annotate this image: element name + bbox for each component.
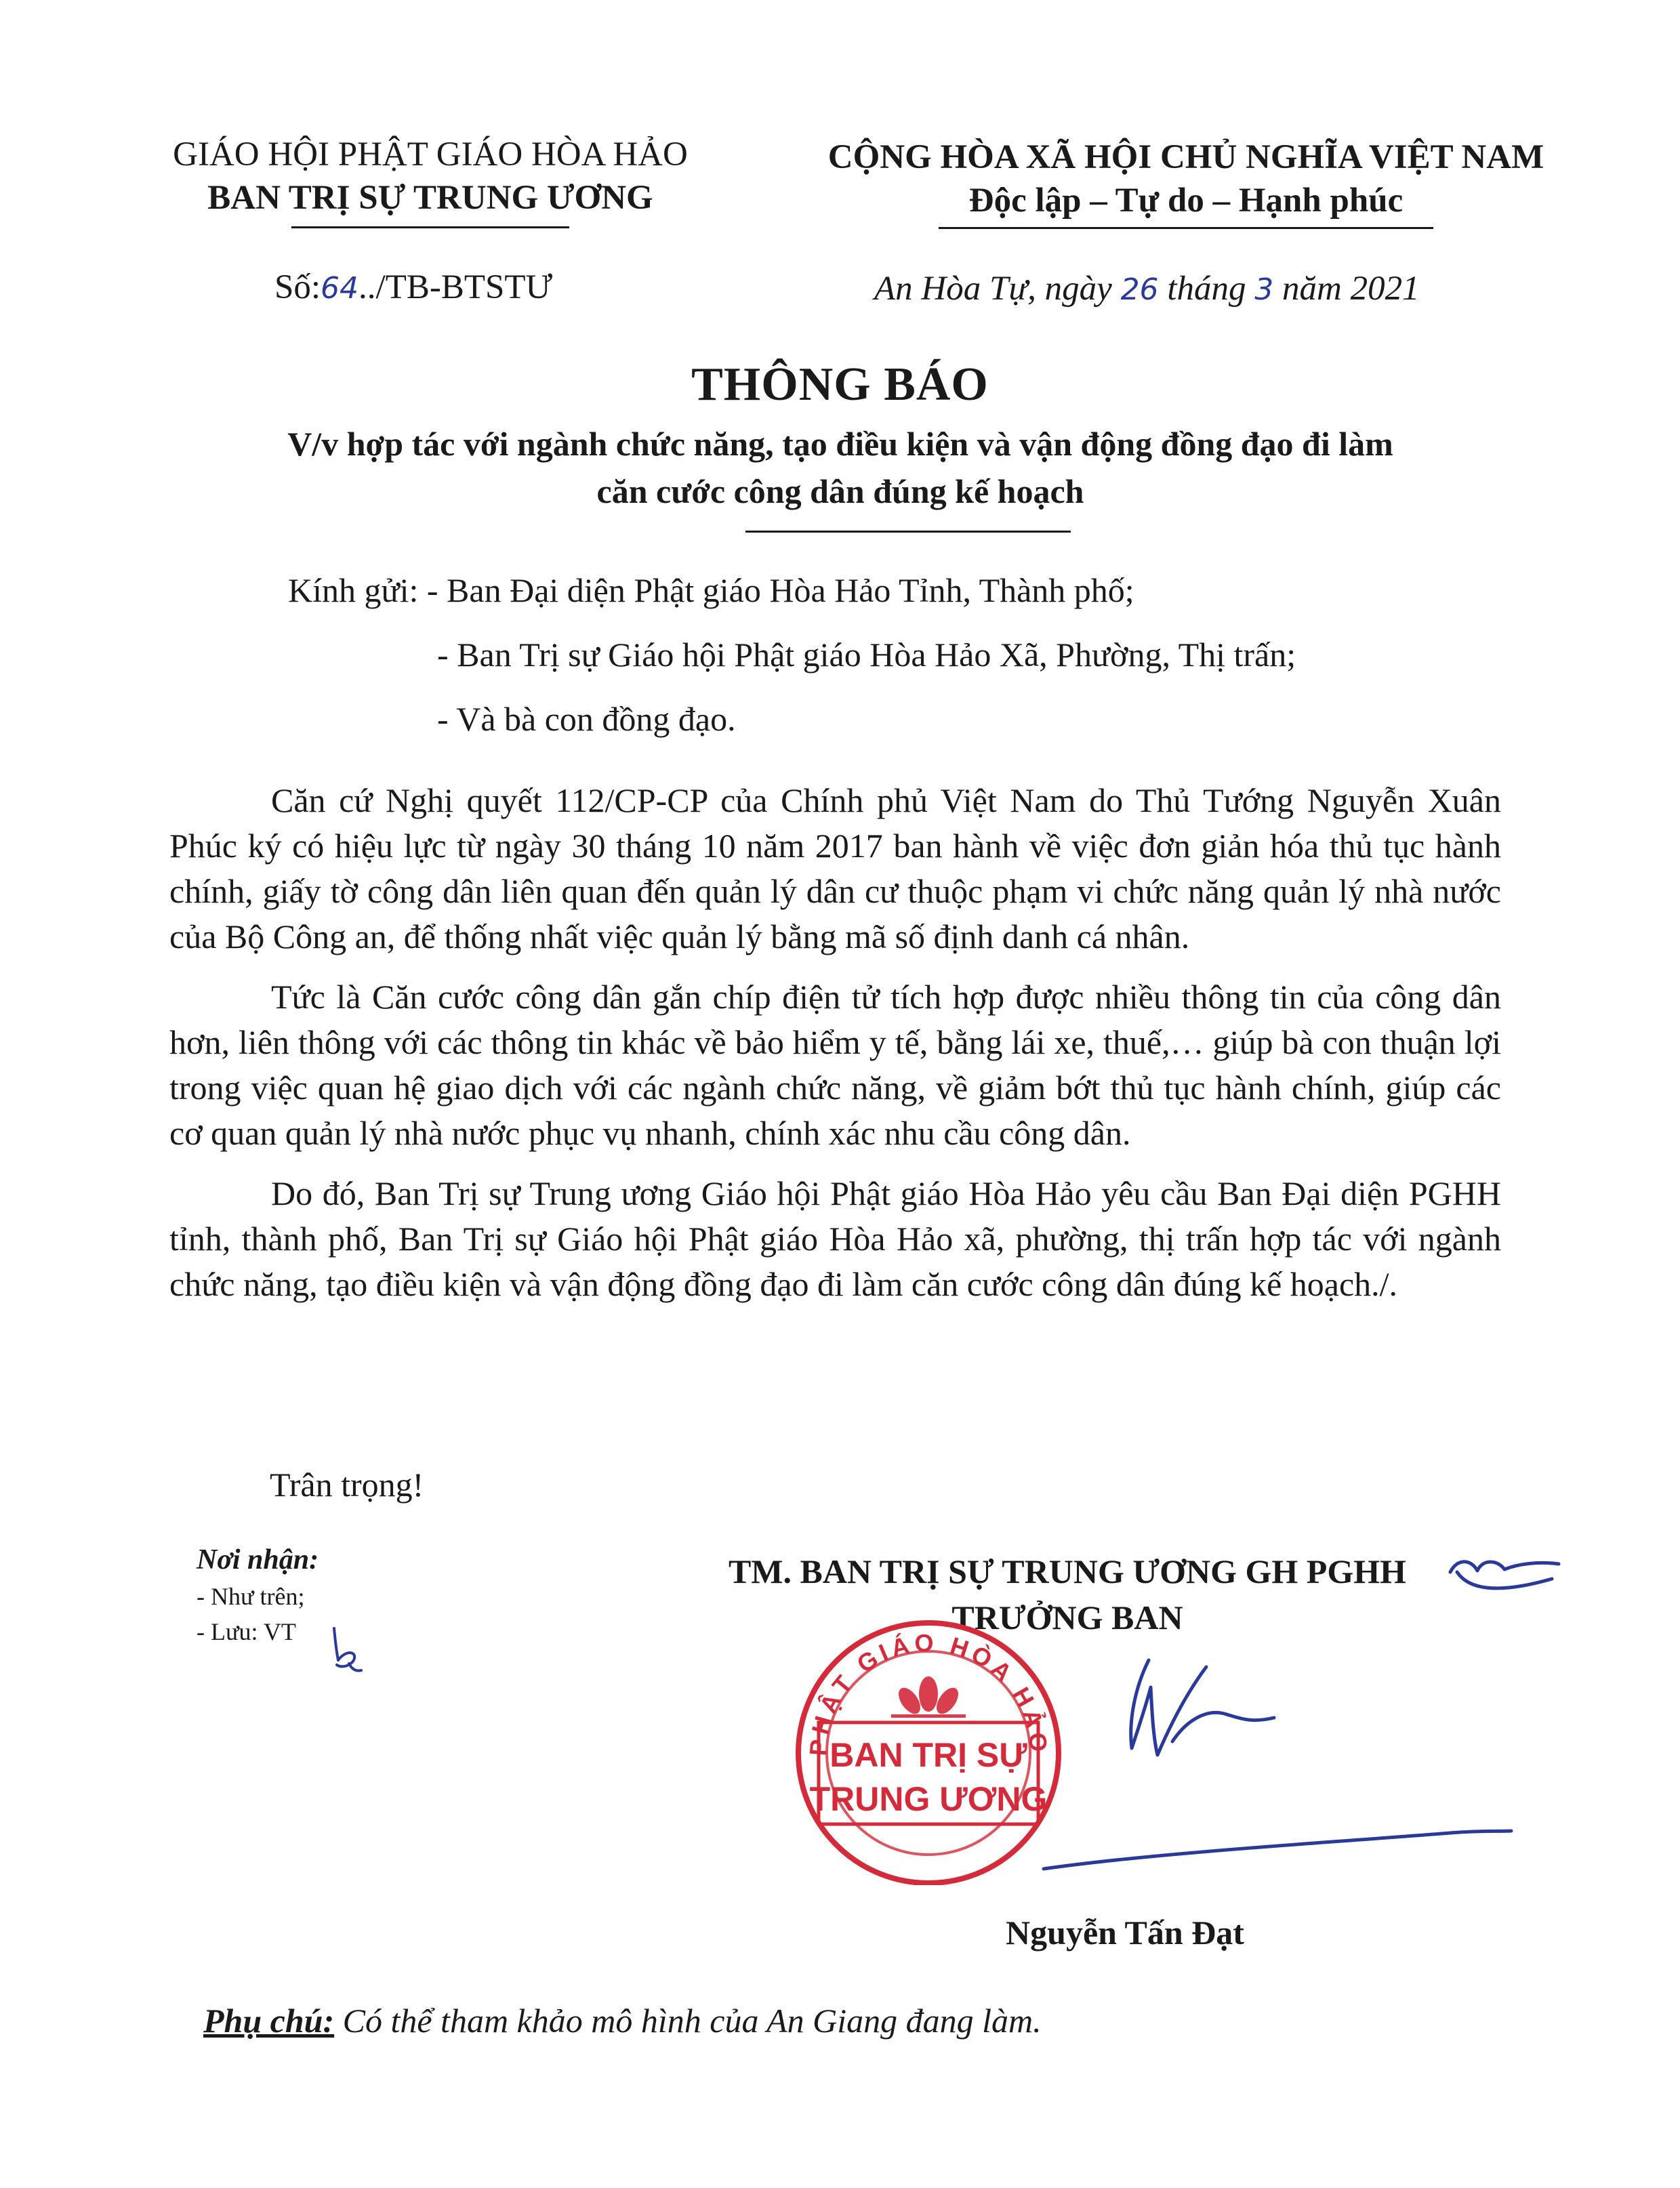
body-paragraph: Căn cứ Nghị quyết 112/CP-CP của Chính phủ Việt Nam do Thủ Tướng Nguyễn Xuân Phúc ký có hiệu lực từ ngày 30 tháng 10 năm 2017 ban hành về việc đơn giản hóa thủ tục hành chính, giấy tờ công dân liên quan đến quản lý dân cư thuộc phạm vi chức năng quản lý nhà nước của Bộ Công an, để thống nhất việc quản lý bằng mã số định danh cá nhân.	[169, 781, 1501, 955]
postscript-text: Có thể tham khảo mô hình của An Giang đang làm.	[342, 2002, 1042, 2040]
body-paragraph: Do đó, Ban Trị sự Trung ương Giáo hội Phật giáo Hòa Hảo yêu cầu Ban Đại diện PGHH tỉnh, thành phố, Ban Trị sự Giáo hội Phật giáo Hòa Hảo xã, phường, thị trấn hợp tác với ngành chức năng, tạo điều kiện và vận động đồng đạo đi làm căn cước công dân đúng kế hoạch./.	[169, 1174, 1501, 1303]
recipients-block	[288, 568, 1296, 742]
national-header	[779, 136, 1593, 222]
recipient-item: - Ban Trị sự Giáo hội Phật giáo Hòa Hảo Xã, Phường, Thị trấn;	[437, 636, 1296, 674]
date-year: năm 2021	[1282, 270, 1420, 308]
postscript-label: Phụ chú:	[203, 2002, 335, 2040]
distribution-list	[197, 1542, 319, 1647]
signer-name: Nguyễn Tấn Đạt	[1006, 1914, 1244, 1952]
org-line-2: BAN TRỊ SỰ TRUNG ƯƠNG	[207, 179, 653, 217]
signer-organization: TM. BAN TRỊ SỰ TRUNG ƯƠNG GH PGHH	[728, 1552, 1407, 1590]
seal-center-line-2: TRUNG ƯƠNG	[809, 1780, 1048, 1818]
recipient-item: - Ban Đại diện Phật giáo Hòa Hảo Tỉnh, Thành phố;	[426, 571, 1134, 609]
country-name: CỘNG HÒA XÃ HỘI CHỦ NGHĨA VIỆT NAM	[827, 138, 1544, 176]
notice-subject	[136, 420, 1545, 515]
motto-underline	[939, 227, 1433, 229]
handwritten-signature	[983, 1545, 1565, 1897]
recipients-label: Kính gửi:	[288, 571, 419, 609]
notice-title: THÔNG BÁO	[691, 358, 989, 411]
ref-prefix: Số:	[274, 268, 321, 306]
subject-line-1: V/v hợp tác với ngành chức năng, tạo điều kiện và vận động đồng đạo đi làm	[287, 425, 1393, 463]
national-motto: Độc lập – Tự do – Hạnh phúc	[968, 182, 1404, 220]
title-underline	[745, 531, 1071, 533]
distribution-item	[197, 1616, 319, 1647]
issue-date	[874, 267, 1420, 312]
distribution-item: - Như trên;	[197, 1583, 305, 1610]
date-day-handwritten: 26	[1120, 272, 1159, 307]
document-number	[274, 266, 552, 310]
date-place: An Hòa Tự, ngày	[874, 270, 1112, 308]
distribution-label: Nơi nhận:	[197, 1544, 319, 1575]
initials-mark	[329, 1623, 369, 1677]
issuing-org-name	[122, 133, 739, 220]
body-paragraph: Tức là Căn cước công dân gắn chíp điện tử tích hợp được nhiều thông tin của công dân hơn, liên thông với các thông tin khác về bảo hiểm y tế, bằng lái xe, thuế,… giúp bà con thuận lợi trong việc quan hệ giao dịch với các ngành chức năng, về giảm bớt thủ tục hành chính, giúp các cơ quan quản lý nhà nước phục vụ nhanh, chính xác nhu cầu công dân.	[169, 978, 1501, 1152]
seal-center-line-1: BAN TRỊ SỰ	[829, 1736, 1027, 1774]
distribution-item-text: - Lưu: VT	[197, 1618, 296, 1645]
closing-greeting: Trân trọng!	[270, 1466, 424, 1504]
signer-title: TRƯỞNG BAN	[951, 1598, 1183, 1636]
recipient-item: - Và bà con đồng đạo.	[437, 700, 736, 738]
recipient-row-1	[288, 568, 1296, 632]
subject-line-2: căn cước công dân đúng kế hoạch	[596, 472, 1084, 510]
org-underline	[291, 226, 569, 228]
ref-suffix: ../TB-BTSTƯ	[358, 268, 553, 306]
org-line-1: GIÁO HỘI PHẬT GIÁO HÒA HẢO	[173, 136, 688, 173]
notice-body	[169, 778, 1501, 1317]
postscript	[203, 1999, 1042, 2042]
date-month-label: tháng	[1167, 270, 1246, 308]
date-month-handwritten: 3	[1254, 272, 1274, 307]
ref-handwritten-number: 64	[321, 271, 359, 306]
seal-ring-text: PHẬT GIÁO HÒA HẢO	[804, 1628, 1053, 1757]
